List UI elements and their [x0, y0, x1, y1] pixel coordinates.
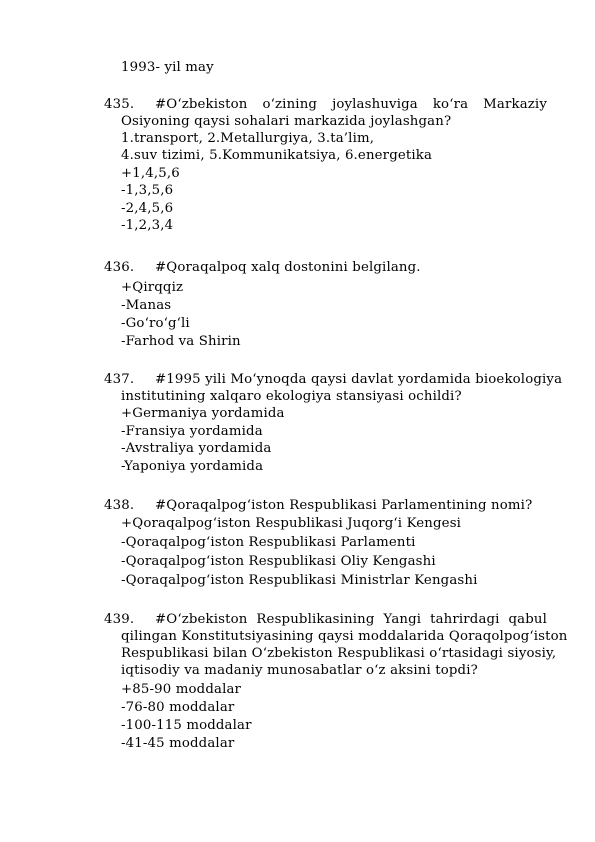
answer-option: +Germaniya yordamida [121, 406, 285, 421]
answer-option: +85-90 moddalar [121, 682, 242, 697]
answer-option: -Qoraqalpog‘iston Respublikasi Oliy Kengashi [121, 554, 436, 569]
answer-option: -1,2,3,4 [121, 218, 174, 233]
question-text: institutining xalqaro ekologiya stansiyasi ochildi? [121, 389, 462, 404]
question-text: #O‘zbekiston o‘zining joylashuviga ko‘ra Markaziy [155, 97, 547, 112]
question-text: #Qoraqalpog‘iston Respublikasi Parlamentining nomi? [155, 498, 533, 513]
answer-option: -Avstraliya yordamida [121, 441, 272, 456]
question-number: 435. [104, 97, 135, 112]
answer-option: -Go‘ro‘g‘li [121, 316, 190, 331]
question-number: 438. [104, 498, 135, 513]
header-line: 1993- yil may [121, 60, 214, 75]
answer-option: +Qoraqalpog‘iston Respublikasi Juqorg‘i Kengesi [121, 516, 462, 531]
question-text: iqtisodiy va madaniy munosabatlar o‘z aksini topdi? [121, 663, 478, 678]
answer-option: +Qirqqiz [121, 280, 184, 295]
answer-option: -Farhod va Shirin [121, 334, 241, 349]
answer-option: -2,4,5,6 [121, 201, 174, 216]
answer-option: -1,3,5,6 [121, 183, 174, 198]
answer-option: -Manas [121, 298, 172, 313]
answer-option: -Qoraqalpog‘iston Respublikasi Ministrlar Kengashi [121, 573, 478, 588]
question-number: 437. [104, 372, 135, 387]
question-text: #Qoraqalpoq xalq dostonini belgilang. [155, 260, 421, 275]
answer-option: +1,4,5,6 [121, 166, 180, 181]
question-text: 4.suv tizimi, 5.Kommunikatsiya, 6.energetika [121, 148, 433, 163]
question-text: #1995 yili Mo‘ynoqda qaysi davlat yordamida bioekologiya [155, 372, 563, 387]
answer-option: -41-45 moddalar [121, 736, 235, 751]
question-text: qilingan Konstitutsiyasining qaysi moddalarida Qoraqolpog‘iston [121, 629, 568, 644]
question-text: Respublikasi bilan O‘zbekiston Respublikasi o‘rtasidagi siyosiy, [121, 646, 557, 661]
answer-option: -Qoraqalpog‘iston Respublikasi Parlamenti [121, 535, 416, 550]
answer-option: -100-115 moddalar [121, 718, 252, 733]
answer-option: -Fransiya yordamida [121, 424, 263, 439]
question-text: Osiyoning qaysi sohalari markazida joylashgan? [121, 114, 452, 129]
question-text: #O‘zbekiston Respublikasining Yangi tahrirdagi qabul [155, 612, 547, 627]
answer-option: -Yaponiya yordamida [121, 459, 264, 474]
question-number: 436. [104, 260, 135, 275]
question-text: 1.transport, 2.Metallurgiya, 3.ta’lim, [121, 131, 375, 146]
answer-option: -76-80 moddalar [121, 700, 235, 715]
question-number: 439. [104, 612, 135, 627]
